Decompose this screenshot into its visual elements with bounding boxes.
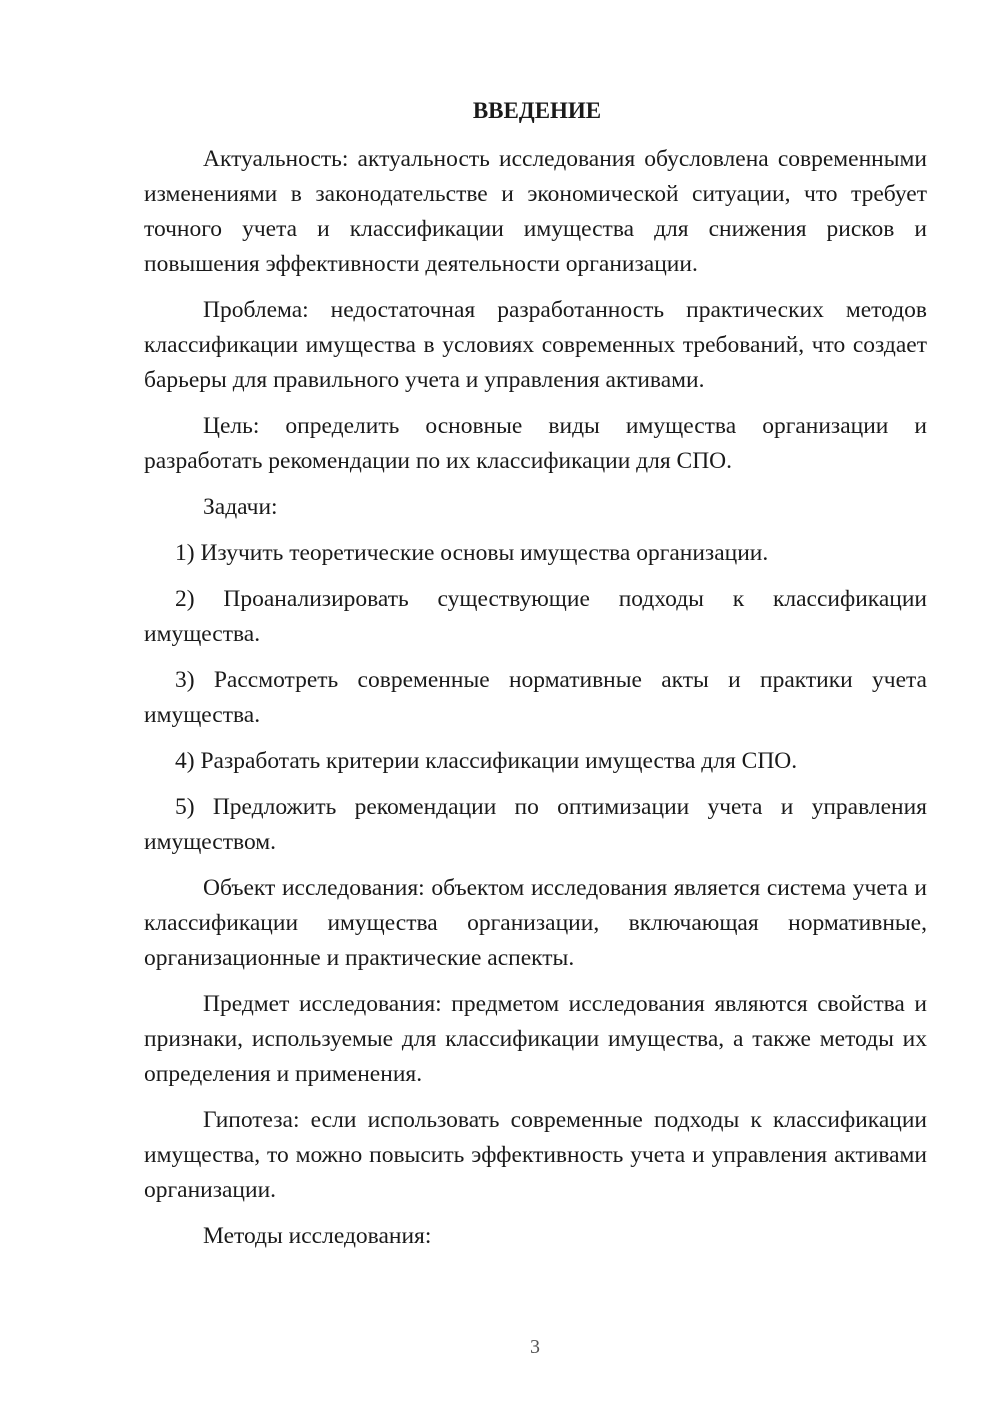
task-item-1: 1) Изучить теоретические основы имущества организации.	[175, 540, 769, 566]
paragraph-problem: Проблема: недостаточная разработанность практических методов классификации имущества в условиях современных требований, что создает барьеры для правильного учета и управления активами.	[144, 297, 927, 393]
paragraph-object: Объект исследования: объектом исследования является система учета и классификации имущества организации, включающая нормативные, организационные и практические аспекты.	[144, 875, 927, 971]
page-number: 3	[530, 1336, 540, 1358]
text-column	[144, 96, 927, 1254]
paragraph-hypothesis: Гипотеза: если использовать современные подходы к классификации имущества, то можно повысить эффективность учета и управления активами организации.	[144, 1107, 927, 1203]
task-item-5: 5) Предложить рекомендации по оптимизации учета и управления имуществом.	[144, 794, 927, 855]
paragraph-methods-heading: Методы исследования:	[203, 1223, 432, 1249]
task-item-3: 3) Рассмотреть современные нормативные акты и практики учета имущества.	[144, 667, 927, 728]
task-item-2: 2) Проанализировать существующие подходы к классификации имущества.	[144, 586, 927, 647]
page-title: ВВЕДЕНИЕ	[472, 98, 602, 123]
paragraph-relevance: Актуальность: актуальность исследования обусловлена современными изменениями в законодательстве и экономической ситуации, что требует точного учета и классификации имущества для снижения рисков и повышения эффективности деятельности организации.	[144, 146, 927, 277]
task-item-4: 4) Разработать критерии классификации имущества для СПО.	[175, 748, 798, 774]
paragraph-tasks-heading: Задачи:	[203, 494, 278, 520]
paragraph-goal: Цель: определить основные виды имущества организации и разработать рекомендации по их классификации для СПО.	[144, 413, 927, 474]
paragraph-subject: Предмет исследования: предметом исследования являются свойства и признаки, используемые для классификации имущества, а также методы их определения и применения.	[144, 991, 927, 1087]
